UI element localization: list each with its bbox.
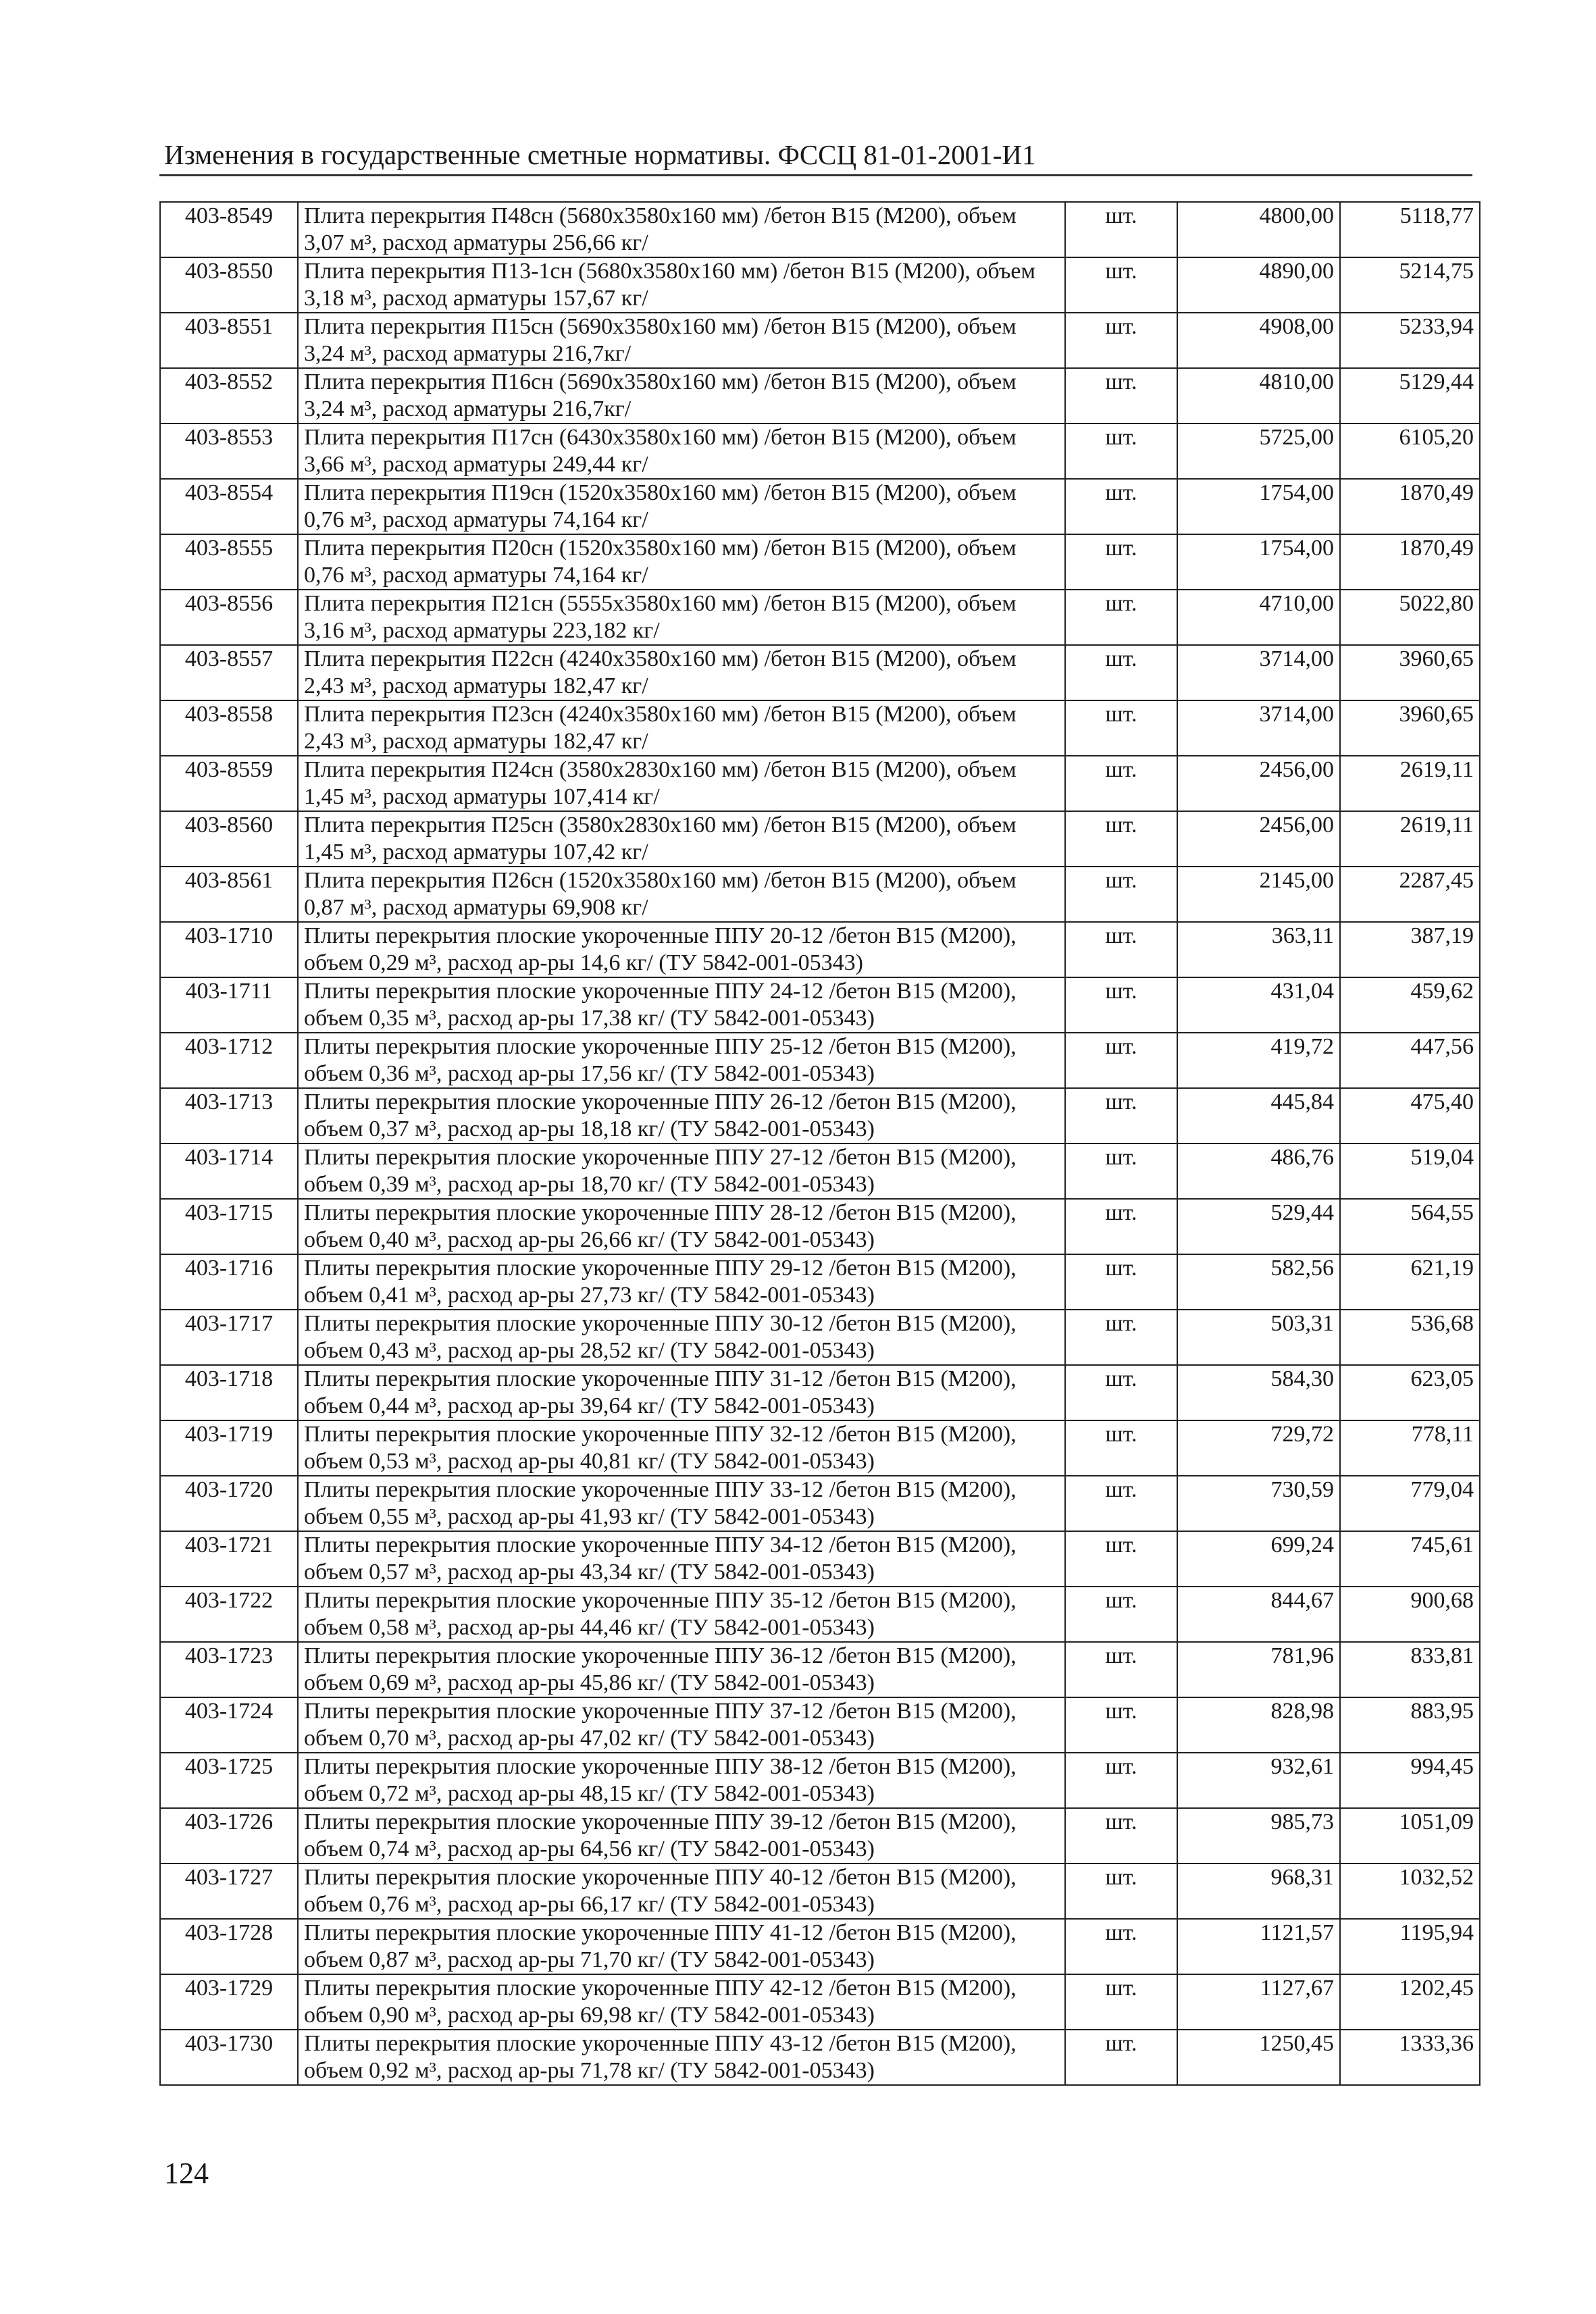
item-unit: шт. [1065,1420,1177,1476]
item-description: Плиты перекрытия плоские укороченные ППУ 27-12 /бетон В15 (М200), объем 0,39 м³, расход ар-ры 18,70 кг/ (ТУ 5842-001-05343) [298,1143,1065,1199]
table-row [160,1531,1480,1587]
item-price-total: 621,19 [1340,1254,1480,1310]
item-price-total: 6105,20 [1340,423,1480,479]
item-unit: шт. [1065,922,1177,977]
item-price-total: 5233,94 [1340,313,1480,368]
item-unit: шт. [1065,1199,1177,1254]
item-description: Плита перекрытия П26сн (1520x3580x160 мм) /бетон В15 (М200), объем 0,87 м³, расход арматуры 69,908 кг/ [298,867,1065,922]
item-price-total: 536,68 [1340,1310,1480,1365]
item-price-total: 1032,52 [1340,1863,1480,1919]
table-row [160,1642,1480,1697]
item-description: Плита перекрытия П20сн (1520x3580x160 мм) /бетон В15 (М200), объем 0,76 м³, расход арматуры 74,164 кг/ [298,534,1065,590]
table-row [160,368,1480,423]
item-price-total: 1333,36 [1340,2030,1480,2085]
item-price-base: 1754,00 [1177,534,1340,590]
item-description: Плита перекрытия П22сн (4240x3580x160 мм) /бетон В15 (М200), объем 2,43 м³, расход арматуры 182,47 кг/ [298,645,1065,700]
table-row [160,811,1480,867]
item-price-base: 529,44 [1177,1199,1340,1254]
item-description: Плиты перекрытия плоские укороченные ППУ 41-12 /бетон В15 (М200), объем 0,87 м³, расход ар-ры 71,70 кг/ (ТУ 5842-001-05343) [298,1919,1065,1974]
item-unit: шт. [1065,534,1177,590]
item-code: 403-1710 [160,922,298,977]
item-description: Плита перекрытия П16сн (5690x3580x160 мм) /бетон В15 (М200), объем 3,24 м³, расход арматуры 216,7кг/ [298,368,1065,423]
item-price-base: 2145,00 [1177,867,1340,922]
item-price-base: 445,84 [1177,1088,1340,1143]
table-body [160,202,1480,2085]
item-description: Плиты перекрытия плоские укороченные ППУ 31-12 /бетон В15 (М200), объем 0,44 м³, расход ар-ры 39,64 кг/ (ТУ 5842-001-05343) [298,1365,1065,1420]
item-price-base: 1121,57 [1177,1919,1340,1974]
item-price-base: 419,72 [1177,1033,1340,1088]
item-price-total: 5118,77 [1340,202,1480,257]
item-description: Плиты перекрытия плоские укороченные ППУ 39-12 /бетон В15 (М200), объем 0,74 м³, расход ар-ры 64,56 кг/ (ТУ 5842-001-05343) [298,1808,1065,1863]
item-price-total: 519,04 [1340,1143,1480,1199]
item-unit: шт. [1065,1863,1177,1919]
item-code: 403-1722 [160,1587,298,1642]
item-code: 403-1721 [160,1531,298,1587]
item-price-total: 1870,49 [1340,479,1480,534]
item-price-base: 968,31 [1177,1863,1340,1919]
item-description: Плиты перекрытия плоские укороченные ППУ 38-12 /бетон В15 (М200), объем 0,72 м³, расход ар-ры 48,15 кг/ (ТУ 5842-001-05343) [298,1753,1065,1808]
table-row [160,1919,1480,1974]
item-price-base: 4710,00 [1177,590,1340,645]
item-price-base: 699,24 [1177,1531,1340,1587]
item-price-total: 994,45 [1340,1753,1480,1808]
item-price-total: 5214,75 [1340,257,1480,313]
table-row [160,700,1480,756]
item-price-total: 3960,65 [1340,645,1480,700]
item-description: Плиты перекрытия плоские укороченные ППУ 28-12 /бетон В15 (М200), объем 0,40 м³, расход ар-ры 26,66 кг/ (ТУ 5842-001-05343) [298,1199,1065,1254]
item-code: 403-1730 [160,2030,298,2085]
page-header: Изменения в государственные сметные нормативы. ФССЦ 81-01-2001-И1 [164,139,1036,170]
item-description: Плита перекрытия П21сн (5555x3580x160 мм) /бетон В15 (М200), объем 3,16 м³, расход арматуры 223,182 кг/ [298,590,1065,645]
item-code: 403-8560 [160,811,298,867]
item-description: Плиты перекрытия плоские укороченные ППУ 40-12 /бетон В15 (М200), объем 0,76 м³, расход ар-ры 66,17 кг/ (ТУ 5842-001-05343) [298,1863,1065,1919]
table-row [160,645,1480,700]
table-row [160,1753,1480,1808]
item-code: 403-8551 [160,313,298,368]
item-price-base: 985,73 [1177,1808,1340,1863]
item-price-total: 2619,11 [1340,811,1480,867]
item-code: 403-1719 [160,1420,298,1476]
item-unit: шт. [1065,1143,1177,1199]
item-price-base: 844,67 [1177,1587,1340,1642]
item-unit: шт. [1065,1587,1177,1642]
item-price-total: 1051,09 [1340,1808,1480,1863]
item-price-total: 5022,80 [1340,590,1480,645]
item-description: Плиты перекрытия плоские укороченные ППУ 30-12 /бетон В15 (М200), объем 0,43 м³, расход ар-ры 28,52 кг/ (ТУ 5842-001-05343) [298,1310,1065,1365]
item-code: 403-1727 [160,1863,298,1919]
item-price-base: 584,30 [1177,1365,1340,1420]
item-price-total: 778,11 [1340,1420,1480,1476]
item-description: Плиты перекрытия плоские укороченные ППУ 26-12 /бетон В15 (М200), объем 0,37 м³, расход ар-ры 18,18 кг/ (ТУ 5842-001-05343) [298,1088,1065,1143]
item-code: 403-1716 [160,1254,298,1310]
item-code: 403-1723 [160,1642,298,1697]
item-price-base: 4908,00 [1177,313,1340,368]
item-code: 403-1718 [160,1365,298,1420]
item-price-base: 5725,00 [1177,423,1340,479]
item-unit: шт. [1065,811,1177,867]
item-price-base: 431,04 [1177,977,1340,1033]
item-description: Плиты перекрытия плоские укороченные ППУ 29-12 /бетон В15 (М200), объем 0,41 м³, расход ар-ры 27,73 кг/ (ТУ 5842-001-05343) [298,1254,1065,1310]
table-row [160,1697,1480,1753]
item-price-total: 833,81 [1340,1642,1480,1697]
item-unit: шт. [1065,368,1177,423]
table-row [160,1863,1480,1919]
item-code: 403-8553 [160,423,298,479]
table-row [160,1143,1480,1199]
table-row [160,1587,1480,1642]
item-unit: шт. [1065,867,1177,922]
item-price-base: 4800,00 [1177,202,1340,257]
item-price-base: 486,76 [1177,1143,1340,1199]
item-description: Плита перекрытия П25сн (3580x2830x160 мм) /бетон В15 (М200), объем 1,45 м³, расход арматуры 107,42 кг/ [298,811,1065,867]
item-code: 403-1720 [160,1476,298,1531]
item-unit: шт. [1065,423,1177,479]
item-description: Плита перекрытия П15сн (5690x3580x160 мм) /бетон В15 (М200), объем 3,24 м³, расход арматуры 216,7кг/ [298,313,1065,368]
item-description: Плиты перекрытия плоские укороченные ППУ 36-12 /бетон В15 (М200), объем 0,69 м³, расход ар-ры 45,86 кг/ (ТУ 5842-001-05343) [298,1642,1065,1697]
item-code: 403-1729 [160,1974,298,2030]
header-rule [159,174,1472,176]
item-price-total: 900,68 [1340,1587,1480,1642]
item-price-total: 2619,11 [1340,756,1480,811]
item-unit: шт. [1065,1365,1177,1420]
table-row [160,1974,1480,2030]
table-row [160,1310,1480,1365]
item-code: 403-8556 [160,590,298,645]
item-description: Плиты перекрытия плоские укороченные ППУ 32-12 /бетон В15 (М200), объем 0,53 м³, расход ар-ры 40,81 кг/ (ТУ 5842-001-05343) [298,1420,1065,1476]
item-code: 403-8559 [160,756,298,811]
item-price-total: 564,55 [1340,1199,1480,1254]
item-price-base: 932,61 [1177,1753,1340,1808]
item-unit: шт. [1065,977,1177,1033]
table-row [160,867,1480,922]
item-unit: шт. [1065,1531,1177,1587]
item-price-total: 779,04 [1340,1476,1480,1531]
item-code: 403-8550 [160,257,298,313]
item-description: Плиты перекрытия плоские укороченные ППУ 37-12 /бетон В15 (М200), объем 0,70 м³, расход ар-ры 47,02 кг/ (ТУ 5842-001-05343) [298,1697,1065,1753]
table-row [160,1254,1480,1310]
item-price-base: 363,11 [1177,922,1340,977]
table-row [160,977,1480,1033]
table-row [160,1365,1480,1420]
item-price-base: 503,31 [1177,1310,1340,1365]
item-description: Плита перекрытия П48сн (5680x3580x160 мм) /бетон В15 (М200), объем 3,07 м³, расход арматуры 256,66 кг/ [298,202,1065,257]
item-unit: шт. [1065,756,1177,811]
item-price-base: 1250,45 [1177,2030,1340,2085]
item-description: Плита перекрытия П24сн (3580x2830x160 мм) /бетон В15 (М200), объем 1,45 м³, расход арматуры 107,414 кг/ [298,756,1065,811]
item-code: 403-1711 [160,977,298,1033]
item-description: Плиты перекрытия плоские укороченные ППУ 20-12 /бетон В15 (М200), объем 0,29 м³, расход ар-ры 14,6 кг/ (ТУ 5842-001-05343) [298,922,1065,977]
item-unit: шт. [1065,590,1177,645]
table-row [160,1808,1480,1863]
table-row [160,423,1480,479]
item-price-base: 729,72 [1177,1420,1340,1476]
item-description: Плита перекрытия П23сн (4240x3580x160 мм) /бетон В15 (М200), объем 2,43 м³, расход арматуры 182,47 кг/ [298,700,1065,756]
item-code: 403-8549 [160,202,298,257]
item-unit: шт. [1065,479,1177,534]
item-price-total: 1202,45 [1340,1974,1480,2030]
price-table [159,201,1481,2086]
table-row [160,590,1480,645]
item-price-base: 781,96 [1177,1642,1340,1697]
item-price-base: 730,59 [1177,1476,1340,1531]
item-price-base: 4890,00 [1177,257,1340,313]
item-price-total: 3960,65 [1340,700,1480,756]
item-price-total: 883,95 [1340,1697,1480,1753]
table-row [160,257,1480,313]
item-unit: шт. [1065,1974,1177,2030]
item-price-base: 1754,00 [1177,479,1340,534]
item-price-total: 475,40 [1340,1088,1480,1143]
table-row [160,756,1480,811]
item-price-total: 745,61 [1340,1531,1480,1587]
item-price-total: 2287,45 [1340,867,1480,922]
item-unit: шт. [1065,257,1177,313]
item-price-total: 1195,94 [1340,1919,1480,1974]
item-price-base: 582,56 [1177,1254,1340,1310]
item-code: 403-1726 [160,1808,298,1863]
item-description: Плиты перекрытия плоские укороченные ППУ 42-12 /бетон В15 (М200), объем 0,90 м³, расход ар-ры 69,98 кг/ (ТУ 5842-001-05343) [298,1974,1065,2030]
table-row [160,479,1480,534]
table-row [160,1088,1480,1143]
item-price-base: 1127,67 [1177,1974,1340,2030]
item-unit: шт. [1065,1697,1177,1753]
item-description: Плиты перекрытия плоские укороченные ППУ 33-12 /бетон В15 (М200), объем 0,55 м³, расход ар-ры 41,93 кг/ (ТУ 5842-001-05343) [298,1476,1065,1531]
item-price-total: 387,19 [1340,922,1480,977]
item-price-total: 5129,44 [1340,368,1480,423]
item-unit: шт. [1065,1088,1177,1143]
item-unit: шт. [1065,202,1177,257]
item-price-base: 2456,00 [1177,756,1340,811]
item-description: Плиты перекрытия плоские укороченные ППУ 35-12 /бетон В15 (М200), объем 0,58 м³, расход ар-ры 44,46 кг/ (ТУ 5842-001-05343) [298,1587,1065,1642]
item-code: 403-1725 [160,1753,298,1808]
item-description: Плита перекрытия П13-1сн (5680x3580x160 мм) /бетон В15 (М200), объем 3,18 м³, расход арматуры 157,67 кг/ [298,257,1065,313]
table-row [160,922,1480,977]
item-code: 403-8561 [160,867,298,922]
item-price-base: 2456,00 [1177,811,1340,867]
item-price-base: 4810,00 [1177,368,1340,423]
item-unit: шт. [1065,313,1177,368]
item-unit: шт. [1065,1753,1177,1808]
item-unit: шт. [1065,1642,1177,1697]
item-unit: шт. [1065,1808,1177,1863]
item-code: 403-1713 [160,1088,298,1143]
table-row [160,313,1480,368]
item-code: 403-1724 [160,1697,298,1753]
item-description: Плита перекрытия П17сн (6430x3580x160 мм) /бетон В15 (М200), объем 3,66 м³, расход арматуры 249,44 кг/ [298,423,1065,479]
item-description: Плиты перекрытия плоские укороченные ППУ 34-12 /бетон В15 (М200), объем 0,57 м³, расход ар-ры 43,34 кг/ (ТУ 5842-001-05343) [298,1531,1065,1587]
item-code: 403-8552 [160,368,298,423]
page-number: 124 [164,2157,209,2190]
item-code: 403-1715 [160,1199,298,1254]
item-unit: шт. [1065,2030,1177,2085]
item-unit: шт. [1065,1310,1177,1365]
item-price-base: 3714,00 [1177,645,1340,700]
item-unit: шт. [1065,700,1177,756]
item-unit: шт. [1065,1254,1177,1310]
table-row [160,534,1480,590]
table-row [160,2030,1480,2085]
item-description: Плита перекрытия П19сн (1520x3580x160 мм) /бетон В15 (М200), объем 0,76 м³, расход арматуры 74,164 кг/ [298,479,1065,534]
item-price-total: 623,05 [1340,1365,1480,1420]
item-code: 403-1717 [160,1310,298,1365]
item-price-total: 459,62 [1340,977,1480,1033]
table-row [160,1420,1480,1476]
item-price-total: 447,56 [1340,1033,1480,1088]
item-price-base: 828,98 [1177,1697,1340,1753]
item-code: 403-8554 [160,479,298,534]
item-description: Плиты перекрытия плоские укороченные ППУ 25-12 /бетон В15 (М200), объем 0,36 м³, расход ар-ры 17,56 кг/ (ТУ 5842-001-05343) [298,1033,1065,1088]
item-code: 403-8557 [160,645,298,700]
item-code: 403-8558 [160,700,298,756]
item-code: 403-8555 [160,534,298,590]
item-price-total: 1870,49 [1340,534,1480,590]
table-row [160,202,1480,257]
item-price-base: 3714,00 [1177,700,1340,756]
item-code: 403-1714 [160,1143,298,1199]
table-row [160,1033,1480,1088]
table-row [160,1199,1480,1254]
item-description: Плиты перекрытия плоские укороченные ППУ 43-12 /бетон В15 (М200), объем 0,92 м³, расход ар-ры 71,78 кг/ (ТУ 5842-001-05343) [298,2030,1065,2085]
item-description: Плиты перекрытия плоские укороченные ППУ 24-12 /бетон В15 (М200), объем 0,35 м³, расход ар-ры 17,38 кг/ (ТУ 5842-001-05343) [298,977,1065,1033]
item-unit: шт. [1065,1033,1177,1088]
item-unit: шт. [1065,1919,1177,1974]
table-row [160,1476,1480,1531]
item-code: 403-1728 [160,1919,298,1974]
item-unit: шт. [1065,645,1177,700]
item-code: 403-1712 [160,1033,298,1088]
item-unit: шт. [1065,1476,1177,1531]
